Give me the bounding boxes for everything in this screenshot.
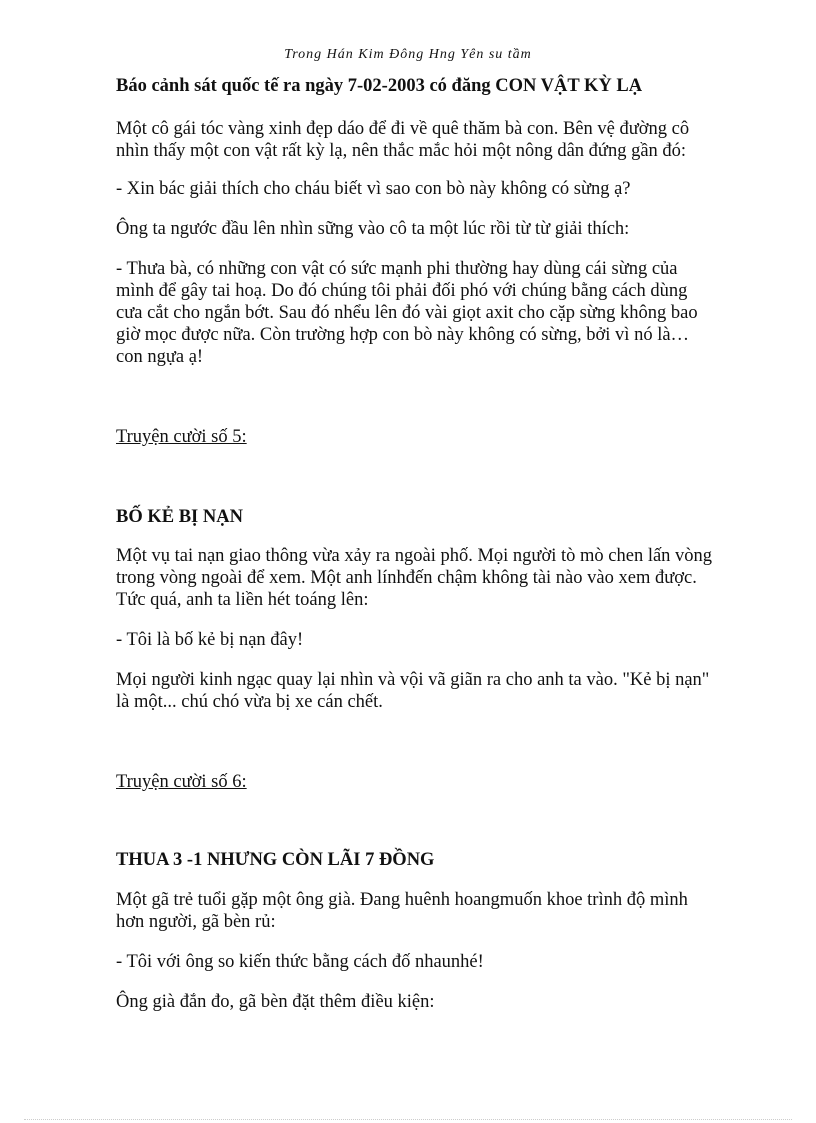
- paragraph-line: là một... chú chó vừa bị xe cán chết.: [116, 692, 383, 712]
- page-header: Trong Hán Kim Đông Hng Yên su tầm: [284, 47, 532, 62]
- dialogue-line: - Tôi với ông so kiến thức bằng cách đố nhaunhé!: [116, 952, 484, 972]
- story-title: Báo cảnh sát quốc tế ra ngày 7-02-2003 có đăng CON VẬT KỲ LẠ: [116, 76, 643, 96]
- paragraph-line: Tức quá, anh ta liền hét toáng lên:: [116, 590, 369, 610]
- story-title: BỐ KẺ BỊ NẠN: [116, 507, 243, 527]
- paragraph-line: hơn người, gã bèn rủ:: [116, 912, 276, 932]
- paragraph-line: Ông già đắn đo, gã bèn đặt thêm điều kiện:: [116, 992, 435, 1012]
- paragraph-line: Ông ta ngước đầu lên nhìn sững vào cô ta một lúc rồi từ từ giải thích:: [116, 219, 630, 239]
- story-label: Truyện cười số 5:: [116, 427, 247, 447]
- page-bottom-divider: [24, 1119, 792, 1120]
- paragraph-line: trong vòng ngoài để xem. Một anh línhđến chậm không tài nào vào xem được.: [116, 568, 697, 588]
- dialogue-line: - Tôi là bố kẻ bị nạn đây!: [116, 630, 304, 650]
- dialogue-line: con ngựa ạ!: [116, 347, 204, 367]
- paragraph-line: nhìn thấy một con vật rất kỳ lạ, nên thắc mắc hỏi một nông dân đứng gần đó:: [116, 141, 687, 161]
- dialogue-line: - Thưa bà, có những con vật có sức mạnh phi thường hay dùng cái sừng của: [116, 259, 678, 279]
- dialogue-line: - Xin bác giải thích cho cháu biết vì sao con bò này không có sừng ạ?: [116, 179, 631, 199]
- dialogue-line: mình để gây tai hoạ. Do đó chúng tôi phải đối phó với chúng bằng cách dùng: [116, 281, 688, 301]
- paragraph-line: Mọi người kinh ngạc quay lại nhìn và vội vã giãn ra cho anh ta vào. "Kẻ bị nạn": [116, 670, 710, 690]
- paragraph-line: Một vụ tai nạn giao thông vừa xảy ra ngoài phố. Mọi người tò mò chen lấn vòng: [116, 546, 713, 566]
- paragraph-line: Một gã trẻ tuổi gặp một ông già. Đang huênh hoangmuốn khoe trình độ mình: [116, 890, 688, 910]
- dialogue-line: giờ mọc được nữa. Còn trường hợp con bò này không có sừng, bởi vì nó là…: [116, 325, 690, 345]
- dialogue-line: cưa cắt cho ngắn bớt. Sau đó nhểu lên đó vài giọt axit cho cặp sừng không bao: [116, 303, 698, 323]
- story-label: Truyện cười số 6:: [116, 772, 247, 792]
- paragraph-line: Một cô gái tóc vàng xinh đẹp dáo để đi về quê thăm bà con. Bên vệ đường cô: [116, 119, 690, 139]
- story-title: THUA 3 -1 NHƯNG CÒN LÃI 7 ĐỒNG: [116, 850, 435, 870]
